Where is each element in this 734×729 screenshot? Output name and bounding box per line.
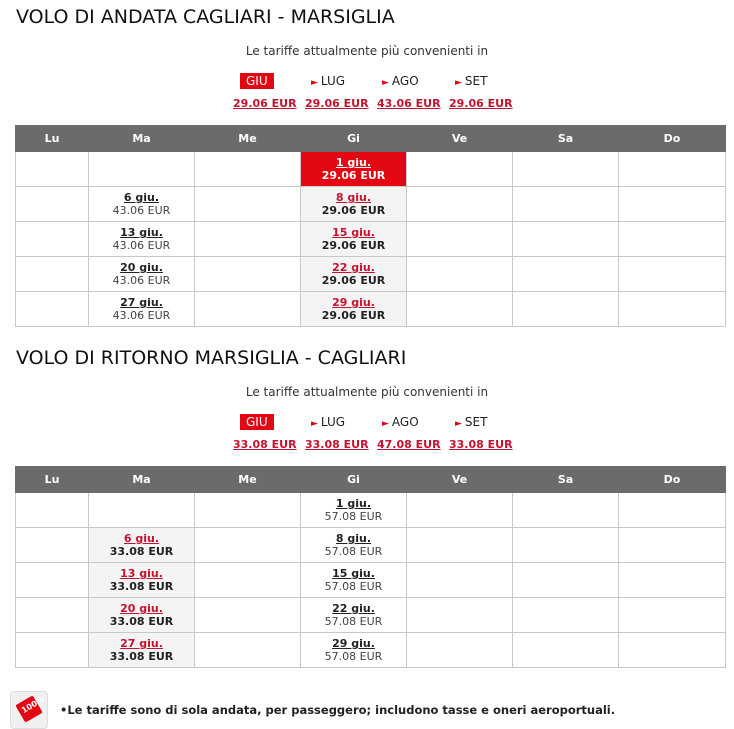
cell-price: 57.08 EUR: [324, 650, 383, 663]
table-row: [16, 633, 726, 668]
tab-label: SET: [464, 74, 488, 88]
day-header-sa: Sa: [513, 126, 619, 152]
cell-date: 15 giu.: [332, 226, 375, 239]
cell-date: 6 giu.: [123, 191, 160, 204]
calendar-cell-empty: [407, 493, 513, 528]
fare-disclaimer: •Le tariffe sono di sola andata, per passeggero; includono tasse e oneri aeroportuali.: [60, 703, 616, 717]
calendar-cell-empty: [407, 152, 513, 187]
cell-price: 29.06 EUR: [321, 169, 386, 182]
calendar-cell-empty: [195, 292, 301, 327]
calendar-cell-day[interactable]: [301, 563, 407, 598]
chevron-right-icon: ►: [382, 419, 389, 429]
calendar-cell-empty: [407, 528, 513, 563]
calendar-cell-day[interactable]: [301, 187, 407, 222]
calendar-header: [16, 126, 726, 152]
calendar-cell-empty: [195, 633, 301, 668]
return-month-prices: [0, 438, 734, 452]
calendar-cell-empty: [16, 292, 89, 327]
calendar-cell-empty: [16, 633, 89, 668]
outbound-tab-ago[interactable]: [382, 73, 419, 89]
cell-price: 43.06 EUR: [112, 309, 171, 322]
table-row: [16, 152, 726, 187]
cell-date: 27 giu.: [120, 637, 163, 650]
cell-date: 22 giu.: [332, 602, 375, 615]
calendar-cell-day[interactable]: [89, 633, 195, 668]
calendar-cell-day[interactable]: [89, 222, 195, 257]
day-header-ma: Ma: [89, 467, 195, 493]
cell-price: 29.06 EUR: [321, 309, 386, 322]
calendar-cell-empty: [407, 598, 513, 633]
cell-date: 20 giu.: [120, 602, 163, 615]
cell-price: 57.08 EUR: [324, 510, 383, 523]
calendar-cell-empty: [513, 257, 619, 292]
day-header-ve: Ve: [407, 467, 513, 493]
day-header-do: Do: [619, 126, 726, 152]
calendar-cell-empty: [619, 152, 726, 187]
calendar-header: [16, 467, 726, 493]
return-tab-set[interactable]: [455, 414, 487, 430]
table-row: [16, 493, 726, 528]
calendar-cell-empty: [619, 257, 726, 292]
return-month-tabs: [0, 414, 734, 432]
calendar-cell-day[interactable]: [89, 187, 195, 222]
day-header-me: Me: [195, 467, 301, 493]
cell-date: 29 giu.: [332, 296, 375, 309]
outbound-title: VOLO DI ANDATA CAGLIARI - MARSIGLIA: [16, 6, 395, 28]
calendar-cell-empty: [513, 222, 619, 257]
calendar-cell-empty: [16, 493, 89, 528]
calendar-cell-empty: [513, 493, 619, 528]
calendar-cell-empty: [16, 257, 89, 292]
tab-label: GIU: [246, 74, 268, 88]
calendar-cell-empty: [513, 292, 619, 327]
return-price-set[interactable]: 33.08 EUR: [449, 438, 513, 451]
calendar-cell-empty: [16, 152, 89, 187]
calendar-cell-empty: [513, 598, 619, 633]
calendar-cell-day[interactable]: [301, 222, 407, 257]
tab-label: GIU: [246, 415, 268, 429]
table-row: [16, 598, 726, 633]
tab-label: LUG: [320, 74, 346, 88]
calendar-cell-day[interactable]: [301, 528, 407, 563]
cell-price: 43.06 EUR: [112, 204, 171, 217]
outbound-price-set[interactable]: 29.06 EUR: [449, 97, 513, 110]
table-row: [16, 563, 726, 598]
calendar-cell-empty: [195, 528, 301, 563]
cell-price: 57.08 EUR: [324, 580, 383, 593]
calendar-cell-empty: [407, 292, 513, 327]
calendar-cell-empty: [195, 222, 301, 257]
outbound-subtitle: Le tariffe attualmente più convenienti in: [245, 44, 489, 58]
cell-date: 6 giu.: [123, 532, 160, 545]
cell-price: 57.08 EUR: [324, 615, 383, 628]
calendar-cell-empty: [619, 633, 726, 668]
calendar-cell-empty: [619, 528, 726, 563]
calendar-cell-empty: [195, 493, 301, 528]
table-row: [16, 257, 726, 292]
tab-label: LUG: [320, 415, 346, 429]
day-header-gi: Gi: [301, 467, 407, 493]
table-row: [16, 528, 726, 563]
return-tab-ago[interactable]: [382, 414, 419, 430]
day-header-gi: Gi: [301, 126, 407, 152]
calendar-cell-empty: [513, 187, 619, 222]
outbound-price-giu[interactable]: 29.06 EUR: [233, 97, 297, 110]
calendar-cell-empty: [407, 633, 513, 668]
calendar-cell-empty: [619, 493, 726, 528]
cell-price: 33.08 EUR: [109, 615, 174, 628]
calendar-cell-empty: [619, 563, 726, 598]
cell-price: 29.06 EUR: [321, 204, 386, 217]
calendar-cell-empty: [407, 187, 513, 222]
chevron-right-icon: ►: [382, 78, 389, 88]
calendar-cell-empty: [407, 563, 513, 598]
return-subtitle: Le tariffe attualmente più convenienti in: [245, 385, 489, 399]
day-header-ma: Ma: [89, 126, 195, 152]
cell-price: 43.06 EUR: [112, 239, 171, 252]
calendar-cell-empty: [16, 598, 89, 633]
cell-price: 43.06 EUR: [112, 274, 171, 287]
table-row: [16, 292, 726, 327]
return-price-ago[interactable]: 47.08 EUR: [377, 438, 441, 451]
tag-shape: [15, 694, 46, 722]
cell-date: 13 giu.: [120, 226, 163, 239]
calendar-cell-empty: [407, 222, 513, 257]
price-tag-icon: [10, 691, 48, 729]
outbound-price-lug[interactable]: 29.06 EUR: [305, 97, 369, 110]
calendar-cell-empty: [619, 187, 726, 222]
calendar-cell-empty: [195, 257, 301, 292]
chevron-right-icon: ►: [455, 419, 462, 429]
return-tab-lug[interactable]: [311, 414, 345, 430]
cell-date: 1 giu.: [335, 497, 372, 510]
cell-price: 57.08 EUR: [324, 545, 383, 558]
cell-date: 27 giu.: [120, 296, 163, 309]
calendar-cell-empty: [513, 152, 619, 187]
calendar-cell-empty: [16, 563, 89, 598]
day-header-me: Me: [195, 126, 301, 152]
outbound-month-tabs: [0, 73, 734, 91]
cell-date: 22 giu.: [332, 261, 375, 274]
calendar-cell-empty: [407, 257, 513, 292]
outbound-tab-lug[interactable]: [311, 73, 345, 89]
calendar-cell-day[interactable]: [301, 493, 407, 528]
tab-label: AGO: [391, 74, 419, 88]
day-header-sa: Sa: [513, 467, 619, 493]
cell-date: 1 giu.: [335, 156, 372, 169]
calendar-cell-empty: [16, 222, 89, 257]
calendar-cell-day[interactable]: [89, 292, 195, 327]
calendar-cell-day[interactable]: [89, 528, 195, 563]
table-row: [16, 222, 726, 257]
return-price-giu[interactable]: 33.08 EUR: [233, 438, 297, 451]
cell-price: 33.08 EUR: [109, 650, 174, 663]
day-header-lu: Lu: [16, 126, 89, 152]
chevron-right-icon: ►: [311, 78, 318, 88]
calendar-cell-empty: [89, 152, 195, 187]
calendar-cell-empty: [195, 187, 301, 222]
table-row: [16, 187, 726, 222]
return-title: VOLO DI RITORNO MARSIGLIA - CAGLIARI: [16, 347, 407, 369]
badge-text: 100%: [19, 694, 46, 716]
cell-price: 29.06 EUR: [321, 274, 386, 287]
calendar-cell-empty: [195, 152, 301, 187]
calendar-cell-day[interactable]: [89, 257, 195, 292]
cell-date: 29 giu.: [332, 637, 375, 650]
outbound-calendar: [15, 125, 726, 327]
calendar-cell-empty: [619, 222, 726, 257]
tab-label: AGO: [391, 415, 419, 429]
calendar-cell-empty: [513, 528, 619, 563]
tab-label: SET: [464, 415, 488, 429]
day-header-lu: Lu: [16, 467, 89, 493]
calendar-cell-selected[interactable]: [301, 152, 407, 187]
calendar-cell-empty: [619, 598, 726, 633]
return-calendar: [15, 466, 726, 668]
return-tab-giu[interactable]: [240, 414, 274, 430]
cell-date: 8 giu.: [335, 532, 372, 545]
calendar-cell-empty: [16, 528, 89, 563]
outbound-tab-giu[interactable]: [240, 73, 274, 89]
calendar-cell-empty: [195, 598, 301, 633]
calendar-cell-day[interactable]: [301, 598, 407, 633]
chevron-right-icon: ►: [455, 78, 462, 88]
chevron-right-icon: ►: [311, 419, 318, 429]
calendar-cell-empty: [513, 633, 619, 668]
return-price-lug[interactable]: 33.08 EUR: [305, 438, 369, 451]
calendar-cell-empty: [195, 563, 301, 598]
calendar-cell-empty: [89, 493, 195, 528]
calendar-cell-day[interactable]: [89, 563, 195, 598]
outbound-tab-set[interactable]: [455, 73, 487, 89]
outbound-price-ago[interactable]: 43.06 EUR: [377, 97, 441, 110]
cell-price: 29.06 EUR: [321, 239, 386, 252]
calendar-cell-empty: [619, 292, 726, 327]
calendar-cell-day[interactable]: [89, 598, 195, 633]
outbound-month-prices: [0, 97, 734, 111]
calendar-cell-empty: [513, 563, 619, 598]
cell-date: 15 giu.: [332, 567, 375, 580]
calendar-cell-empty: [16, 187, 89, 222]
calendar-cell-day[interactable]: [301, 633, 407, 668]
day-header-do: Do: [619, 467, 726, 493]
calendar-cell-day[interactable]: [301, 292, 407, 327]
cell-date: 13 giu.: [120, 567, 163, 580]
cell-date: 20 giu.: [120, 261, 163, 274]
calendar-cell-day[interactable]: [301, 257, 407, 292]
cell-price: 33.08 EUR: [109, 580, 174, 593]
cell-date: 8 giu.: [335, 191, 372, 204]
cell-price: 33.08 EUR: [109, 545, 174, 558]
day-header-ve: Ve: [407, 126, 513, 152]
